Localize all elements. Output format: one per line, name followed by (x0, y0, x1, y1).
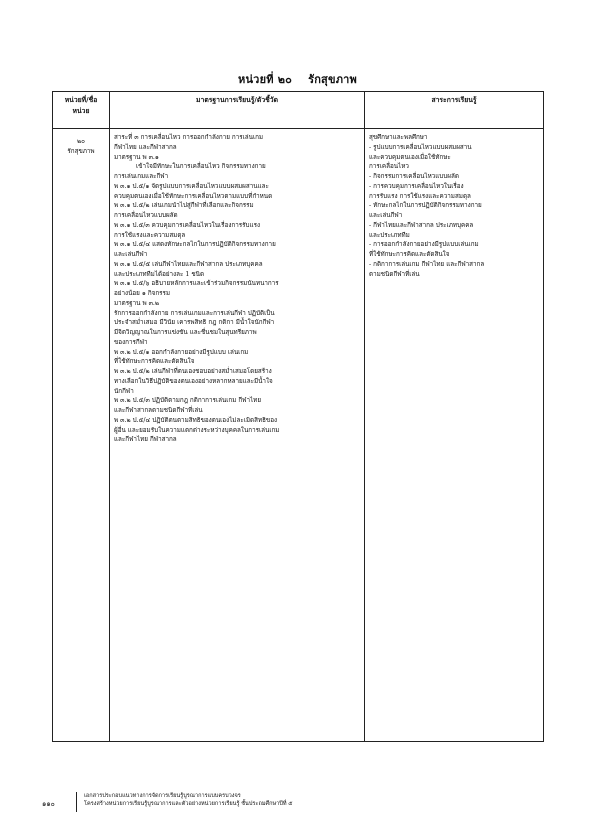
header-unit: หน่วยที่/ชื่อหน่วย (53, 92, 110, 129)
content-item: - กีฬาไทยและกีฬาสากล ประเภทบุคคล (369, 221, 474, 229)
indicator-line: และกีฬาไทย กีฬาสากล (114, 436, 177, 444)
unit-number: ๒๐ (77, 138, 85, 145)
indicator-line: ทางเลือกในวิธีปฏิบัติของตนเองอย่างหลากหลายและมีน้ำใจ (114, 377, 273, 385)
standard-description: ประจำสม่ำเสมอ มีวินัย เคารพสิทธิ กฎ กติกา มีน้ำใจนักกีฬา (114, 319, 275, 327)
page-footer (42, 792, 562, 812)
indicator-line: ควบคุมตนเองเมื่อใช้ทักษะการเคลื่อนไหวตามแบบที่กำหนด (114, 192, 273, 200)
indicator-line: พ ๓.๒ ป.๕/๓ ปฏิบัติตามกฎ กติกาการเล่นเกม กีฬาไทย (114, 397, 262, 405)
indicator-line: พ ๓.๑ ป.๕/๒ เล่นเกมนำไปสู่กีฬาที่เลือกและกิจกรรม (114, 202, 254, 210)
unit-number-title: หน่วยที่ ๒๐ (238, 73, 293, 86)
footer-line: โครงสร้างหน่วยการเรียนรู้บูรณาการและตัวอย่างหน่วยการเรียนรู้ ชั้นประถมศึกษาปีที่ ๕ (84, 801, 293, 808)
content-item: ตามชนิดกีฬาที่เล่น (369, 270, 420, 278)
curriculum-table (52, 91, 544, 742)
indicator-line: อย่างน้อย ๑ กิจกรรม (114, 290, 171, 297)
standard-description: การเล่นเกมและกีฬา (114, 173, 169, 180)
content-heading: สุขศึกษาและพลศึกษา (369, 134, 428, 141)
footer-line: เอกสารประกอบแนวทางการจัดการเรียนรู้บูรณาการแบบครบวงจร (84, 793, 241, 799)
content-item: การเคลื่อนไหว (369, 163, 409, 171)
header-standards: มาตรฐานการเรียนรู้/ตัวชี้วัด (110, 92, 365, 129)
content-item: และประเภททีม (369, 231, 410, 239)
indicator-line: นักกีฬา (114, 387, 134, 395)
indicator-line: พ ๓.๑ ป.๕/๔ แสดงทักษะกลไกในการปฏิบัติกิจกรรมทางกาย (114, 241, 276, 249)
content-item: และควบคุมตนเองเมื่อใช้ทักษะ (369, 153, 451, 161)
unit-cell (53, 129, 110, 742)
table-row (53, 129, 544, 742)
content-cell (365, 129, 544, 742)
indicator-line: พ ๓.๒ ป.๕/๔ ปฏิบัติตนตามสิทธิของตนเองไม่ละเมิดสิทธิของ (114, 416, 278, 424)
content-item: - ทักษะกลไกในการปฏิบัติกิจกรรมทางกาย (369, 202, 482, 210)
indicator-line: พ ๓.๒ ป.๕/๑ ออกกำลังกายอย่างมีรูปแบบ เล่นเกม (114, 348, 249, 356)
content-item: - การควบคุมการเคลื่อนไหวในเรื่อง (369, 182, 464, 190)
table-header-row (53, 92, 544, 129)
footer-text (84, 792, 554, 809)
indicator-line: และเล่นกีฬา (114, 251, 148, 258)
content-item: - กติกาการเล่นเกม กีฬาไทย และกีฬาสากล (369, 260, 485, 268)
indicator-line: การเคลื่อนไหวแบบผลัด (114, 212, 178, 219)
standard-code: มาตรฐาน พ ๓.๑ (114, 153, 159, 161)
indicator-line: ที่ใช้ทักษะการคิดและตัดสินใจ (114, 358, 195, 366)
indicator-line: พ ๓.๑ ป.๕/๑ จัดรูปแบบการเคลื่อนไหวแบบผสมผสานและ (114, 182, 269, 190)
indicator-line: และประเภททีมได้อย่างละ 1 ชนิด (114, 270, 205, 278)
unit-name: รักสุขภาพ (67, 147, 95, 155)
standard-description: ของการกีฬา (114, 338, 148, 346)
indicator-line: ผู้อื่น และยอมรับในความแตกต่างระหว่างบุคคลในการเล่นเกม (114, 426, 280, 434)
strand-line: สาระที่ ๓ การเคลื่อนไหว การออกกำลังกาย การเล่นเกม (114, 134, 264, 141)
content-item: และเล่นกีฬา (369, 212, 403, 219)
page-number: ๑๑๐ (42, 800, 55, 808)
indicator-line: พ ๓.๒ ป.๕/๒ เล่นกีฬาที่ตนเองชอบอย่างสม่ำเสมอโดยสร้าง (114, 368, 272, 375)
standard-description: รักการออกกำลังกาย การเล่นเกมและการเล่นกีฬา ปฏิบัติเป็น (114, 309, 275, 317)
content-item: - การออกกำลังกายอย่างมีรูปแบบเล่นเกม (369, 241, 479, 249)
indicator-line: พ ๓.๑ ป.๕/๖ อธิบายหลักการและเข้าร่วมกิจกรรมนันทนาการ (114, 280, 279, 288)
indicator-line: การใช้แรงและความสมดุล (114, 231, 186, 239)
standard-description: มีจิตวิญญาณในการแข่งขัน และชื่นชมในสุนทรียภาพ (114, 329, 257, 336)
strand-line: กีฬาไทย และกีฬาสากล (114, 143, 177, 151)
page-title (0, 70, 595, 88)
indicator-line: และกีฬาสากลตามชนิดกีฬาที่เล่น (114, 407, 203, 414)
content-item: ที่ใช้ทักษะการคิดและตัดสินใจ (369, 251, 450, 258)
footer-divider (76, 792, 77, 812)
standard-code: มาตรฐาน พ ๓.๒ (114, 299, 160, 307)
content-item: การรับแรง การใช้แรงและความสมดุล (369, 192, 471, 200)
content-item: - กิจกรรมการเคลื่อนไหวแบบผลัด (369, 173, 459, 180)
indicator-line: พ ๓.๑ ป.๕/๕ เล่นกีฬาไทยและกีฬาสากล ประเภทบุคคล (114, 260, 263, 268)
indicator-line: พ ๓.๑ ป.๕/๓ ควบคุมการเคลื่อนไหวในเรื่องการรับแรง (114, 221, 261, 229)
unit-name-title: รักสุขภาพ (308, 73, 357, 86)
content-item: - รูปแบบการเคลื่อนไหวแบบผสมผสาน (369, 143, 472, 151)
standards-cell (110, 129, 365, 742)
standard-description: เข้าใจมีทักษะในการเคลื่อนไหว กิจกรรมทางกาย (136, 163, 266, 171)
header-content: สาระการเรียนรู้ (365, 92, 544, 129)
